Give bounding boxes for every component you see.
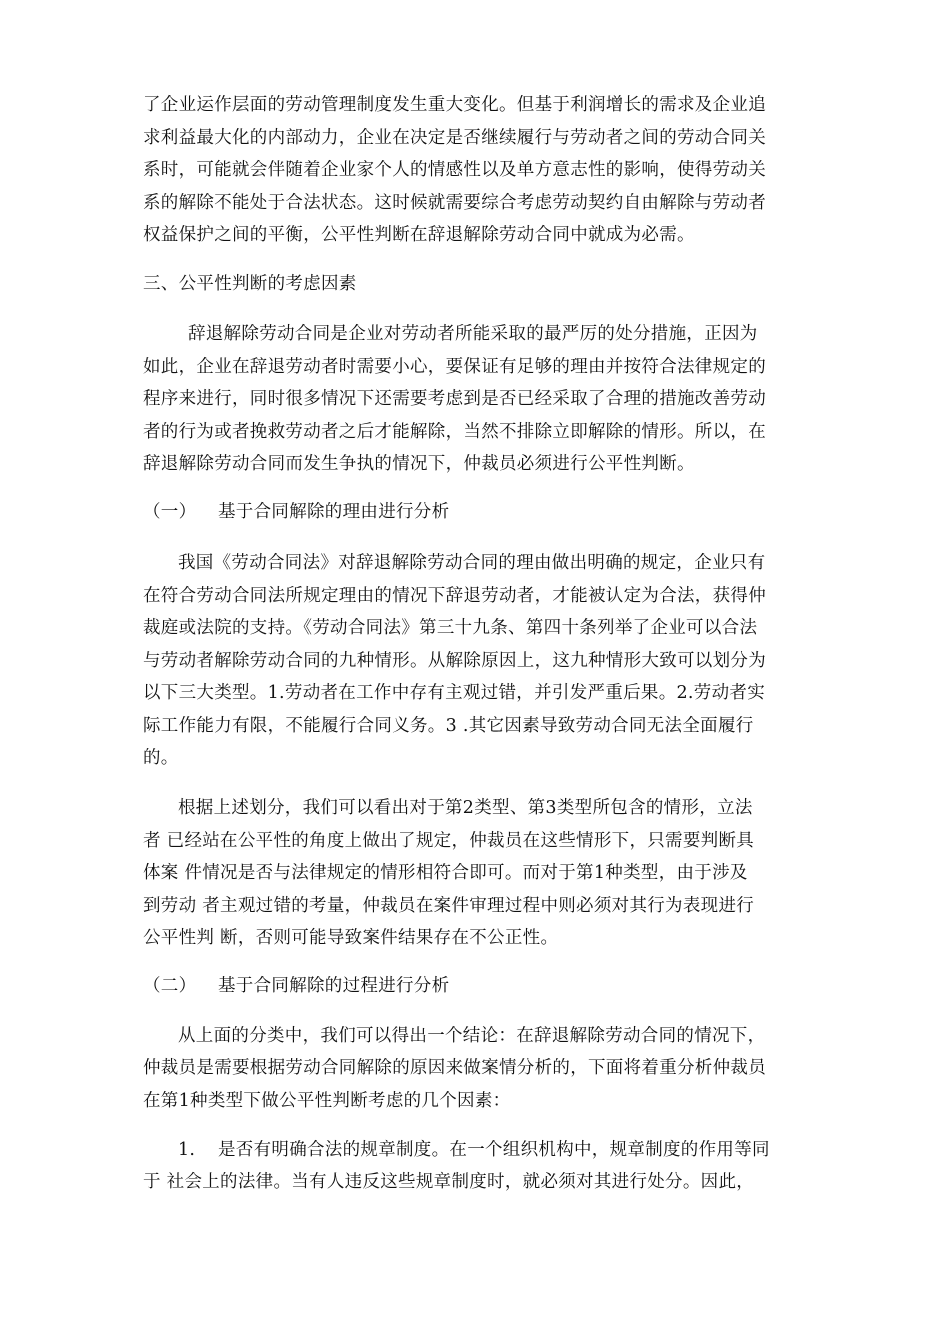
text-line: 者 已经站在公平性的角度上做出了规定，仲裁员在这些情形下，只需要判断具 bbox=[143, 831, 755, 851]
text-line: 到劳动 者主观过错的考量，仲裁员在案件审理过程中则必须对其行为表现进行 bbox=[143, 896, 755, 916]
text-line: 系时，可能就会伴随着企业家个人的情感性以及单方意志性的影响，使得劳动关 bbox=[143, 160, 766, 180]
text-line: 权益保护之间的平衡，公平性判断在辞退解除劳动合同中就成为必需。 bbox=[143, 225, 695, 245]
text-line: 体案 件情况是否与法律规定的情形相符合即可。而对于第1种类型，由于涉及 bbox=[143, 863, 748, 883]
text-line: 的。 bbox=[143, 748, 179, 768]
subheading-text: 基于合同解除的理由进行分析 bbox=[218, 502, 450, 522]
text-line: 仲裁员是需要根据劳动合同解除的原因来做案情分析的，下面将着重分析仲裁员 bbox=[143, 1058, 766, 1078]
text-line: 与劳动者解除劳动合同的九种情形。从解除原因上，这九种情形大致可以划分为 bbox=[143, 651, 766, 671]
text-line: 际工作能力有限，不能履行合同义务。3 .其它因素导致劳动合同无法全面履行 bbox=[143, 716, 754, 736]
text-line: 如此，企业在辞退劳动者时需要小心，要保证有足够的理由并按符合法律规定的 bbox=[143, 357, 766, 377]
subheading-text: 基于合同解除的过程进行分析 bbox=[218, 976, 450, 996]
text-line: 公平性判 断，否则可能导致案件结果存在不公正性。 bbox=[143, 928, 559, 948]
text-line: 程序来进行，同时很多情况下还需要考虑到是否已经采取了合理的措施改善劳动 bbox=[143, 389, 766, 409]
text-line: 于 社会上的法律。当有人违反这些规章制度时，就必须对其进行处分。因此， bbox=[143, 1172, 755, 1192]
text-line: 裁庭或法院的支持。《劳动合同法》第三十九条、第四十条列举了企业可以合法 bbox=[143, 618, 758, 638]
text-line: 从上面的分类中，我们可以得出一个结论：在辞退解除劳动合同的情况下， bbox=[178, 1026, 766, 1046]
text-line: 求利益最大化的内部动力，企业在决定是否继续履行与劳动者之间的劳动合同关 bbox=[143, 128, 766, 148]
subheading-number: （一） bbox=[143, 502, 197, 522]
list-item-number: 1. bbox=[178, 1140, 196, 1160]
text-line: 系的解除不能处于合法状态。这时候就需要综合考虑劳动契约自由解除与劳动者 bbox=[143, 193, 766, 213]
text-line: 在第1种类型下做公平性判断考虑的几个因素： bbox=[143, 1091, 511, 1111]
text-line: 在符合劳动合同法所规定理由的情况下辞退劳动者，才能被认定为合法，获得仲 bbox=[143, 586, 766, 606]
text-line: 我国《劳动合同法》对辞退解除劳动合同的理由做出明确的规定，企业只有 bbox=[178, 553, 766, 573]
text-line: 以下三大类型。1.劳动者在工作中存有主观过错，并引发严重后果。2.劳动者实 bbox=[143, 683, 765, 703]
text-line: 辞退解除劳动合同是企业对劳动者所能采取的最严厉的处分措施，正因为 bbox=[188, 324, 758, 344]
text-line: 者的行为或者挽救劳动者之后才能解除，当然不排除立即解除的情形。所以，在 bbox=[143, 422, 766, 442]
section-heading: 三、公平性判断的考虑因素 bbox=[143, 274, 357, 294]
text-line: 根据上述划分，我们可以看出对于第2类型、第3类型所包含的情形，立法 bbox=[178, 798, 753, 818]
text-line: 了企业运作层面的劳动管理制度发生重大变化。但基于利润增长的需求及企业追 bbox=[143, 95, 766, 115]
subheading-number: （二） bbox=[143, 976, 197, 996]
text-line: 辞退解除劳动合同而发生争执的情况下，仲裁员必须进行公平性判断。 bbox=[143, 454, 695, 474]
text-line: 是否有明确合法的规章制度。在一个组织机构中，规章制度的作用等同 bbox=[218, 1140, 770, 1160]
